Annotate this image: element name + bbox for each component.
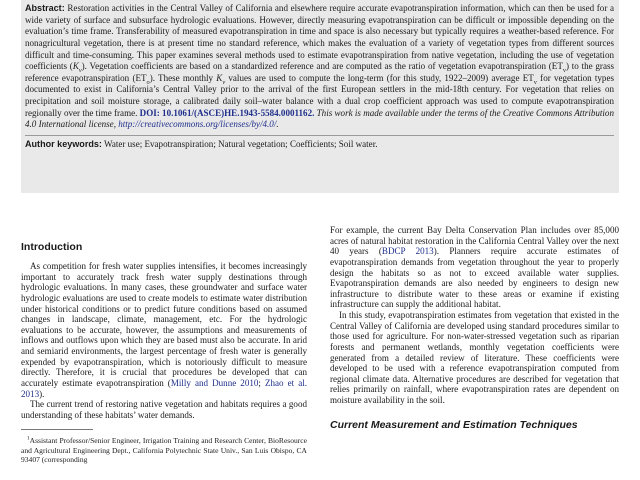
body-columns	[21, 195, 619, 480]
keywords-text: Water use; Evapotranspiration; Natural vegetation; Coefficients; Soil water.	[101, 138, 378, 149]
paragraph-text: ;	[258, 377, 265, 388]
introduction-paragraph-3	[330, 225, 619, 310]
footnote-marker: 1	[27, 435, 30, 442]
keywords-label: Author keywords:	[25, 138, 102, 149]
left-column	[21, 195, 307, 464]
etv-subscript: v	[562, 66, 567, 74]
footnote	[21, 436, 307, 464]
license-text: This work is made available under the terms of the Creative Commons Attribution 4.0 International license,	[25, 107, 614, 130]
kv-subscript: v	[222, 78, 226, 86]
author-keywords	[25, 135, 614, 151]
abstract-text: ). These monthly	[149, 72, 217, 83]
kv-symbol: K	[216, 72, 223, 83]
kv-subscript: v	[78, 66, 82, 74]
paragraph-text: As competition for fresh water supplies intensifies, it becomes increasingly important to accurately track fresh water supply destinations through hydrologic evaluations. In many cases, these groundwater and surface water hydrologic evaluations are used to create models to estimate water distribution under historical conditions or to predict future conditions based on assumed changes in landscape, climate, management, etc. For the hydrologic evaluations to be accurate, however, the assumptions and measurements of inflows and outflows upon which they are based must also be accurate. In arid and semiarid environments, the largest percentage of fresh water is generally expended by evapotranspiration, which is notoriously difficult to measure directly. Therefore, it is crucial that procedures be developed that can accurately estimate evapotranspiration (	[21, 261, 307, 388]
right-column	[330, 195, 619, 431]
citation-link[interactable]: Milly and Dunne 2010	[170, 377, 259, 388]
introduction-paragraph-1	[21, 261, 307, 399]
license-link[interactable]: http://creativecommons.org/licenses/by/4.0/	[118, 119, 277, 130]
abstract-text: Restoration activities in the Central Valley of California and elsewhere require accurate evapotranspiration information, which can then be used for a wide variety of surface and subsurface hydrologic evaluations. However, directly measuring evapotranspiration can be difficult or impossible depending on the evaluation’s time frame. Transferability of measured evapotranspiration in time and space is also necessary but typically requires a weather-based reference. For nonagricultural vegetation, there is at present time no standard reference, which makes the evaluation of a variety of vegetation types from different sources difficult and time-consuming. This paper examines several methods used to estimate evapotranspiration from native vegetation, including the use of vegetation coefficients (	[25, 3, 615, 72]
kv-symbol: K	[72, 61, 79, 72]
introduction-paragraph-4: In this study, evapotranspiration estimates from vegetation that existed in the Central Valley of California are developed using standard procedures similar to those used for agriculture. For non-water-stressed vegetation such as riparian forests and permanent wetlands, monthly vegetation coefficients were generated from a detailed review of literature. These coefficients were developed to be used with a reference evapotranspiration computed from regional climate data. Alternative procedures are described for vegetation that relies primarily on rainfall, where evapotranspiration rates are dependent on moisture availability in the soil.	[330, 310, 619, 405]
introduction-heading: Introduction	[21, 241, 83, 253]
introduction-paragraph-2: The current trend of restoring native vegetation and habitats requires a good understanding of these habitats’ water demands.	[21, 399, 307, 420]
abstract-label: Abstract:	[25, 3, 65, 13]
current-techniques-heading: Current Measurement and Estimation Techniques	[330, 418, 578, 431]
citation-link[interactable]: Zhao et al. 2013	[21, 377, 307, 399]
paragraph-text: ). Planners require accurate estimates of evapotranspiration demands from vegetation throughout the year to properly design the habitats so as not to exceed available water supplies. Evapotranspiration demands are also needed by engineers to design new infrastructure to distribute water to these areas or examine if existing infrastructure can supply the additional habitat.	[330, 246, 620, 310]
abstract-text: for vegetation types documented to exist in California’s Central Valley prior to the arrival of the first European settlers in the mid-18th century. For vegetation that relies on precipitation and soil moisture storage, a calibrated daily soil–water balance with a dual crop coefficient approach was used to compute evapotranspiration regionally over the time frame.	[25, 72, 614, 118]
paragraph-text: ).	[39, 388, 45, 399]
abstract-text: ) to the grass reference evapotranspiration (ET	[25, 61, 614, 83]
paragraph-text: For example, the current Bay Delta Conservation Plan includes over 85,000 acres of natural habitat restoration in the California Central Valley over the next 40 years (	[330, 225, 619, 257]
abstract-paragraph	[25, 3, 614, 131]
footnote-divider	[21, 429, 93, 430]
citation-link[interactable]: BDCP 2013	[381, 246, 434, 257]
abstract-text: values are used to compute the long-term (for this study, 1922–2009) average ET	[225, 72, 534, 83]
eto-subscript: o	[146, 78, 150, 86]
abstract-text: ). Vegetation coefficients are based on a standardized reference and are computed as the ratio of vegetation evapotranspiration (ET	[81, 61, 563, 72]
abstract-box	[21, 0, 619, 193]
etv-subscript: v	[533, 78, 537, 86]
footnote-text: Assistant Professor/Senior Engineer, Irrigation Training and Research Center, BioResource and Agricultural Engineering Dept., California Polytechnic State Univ., San Luis Obispo, CA 93407 (corresponding	[21, 436, 307, 464]
license-text: .	[276, 119, 279, 130]
doi-link[interactable]: DOI: 10.1061/(ASCE)HE.1943-5584.0001162.	[139, 107, 315, 118]
